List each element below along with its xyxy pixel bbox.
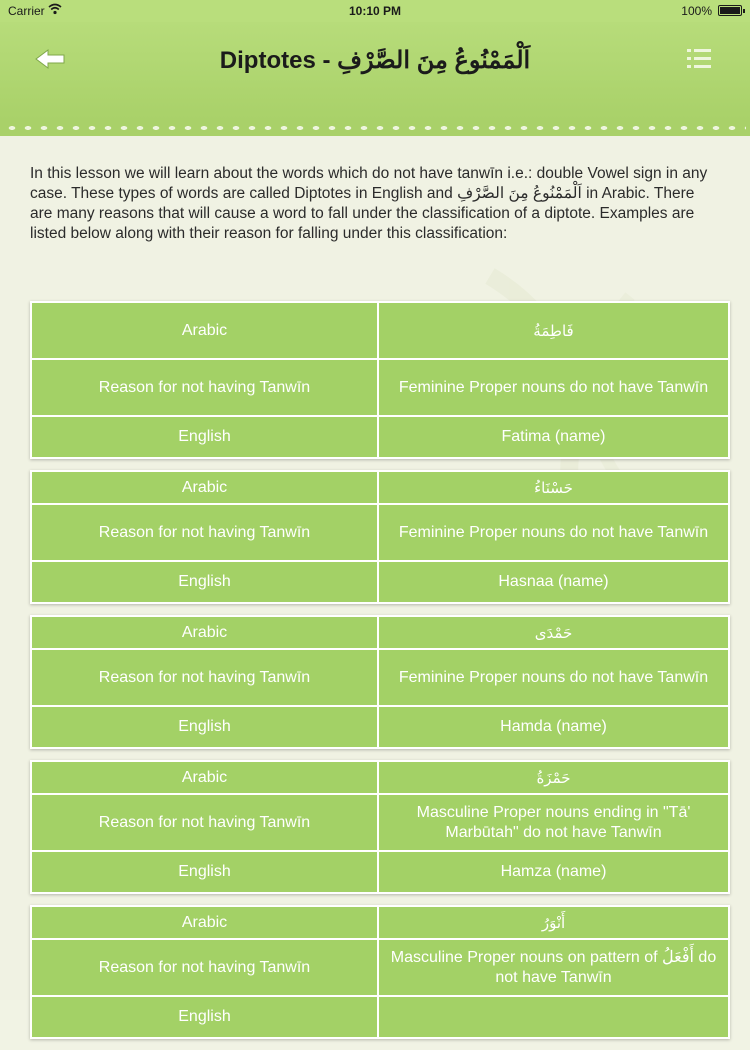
back-button[interactable]: [30, 44, 70, 74]
english-name: Hasnaa (name): [379, 562, 728, 602]
reason-row: [32, 360, 728, 417]
reason-row: [32, 795, 728, 852]
status-bar: [0, 0, 750, 22]
battery-icon: [718, 5, 742, 16]
example-table: [30, 470, 730, 604]
list-menu-icon: [684, 44, 714, 74]
lesson-content[interactable]: [0, 136, 750, 1025]
examples-list: [30, 301, 730, 1050]
arabic-row: [32, 472, 728, 505]
english-row: [32, 997, 728, 1037]
row-label: Reason for not having Tanwīn: [32, 940, 379, 995]
arabic-word: فَاطِمَةُ: [379, 303, 728, 358]
row-label: English: [32, 707, 379, 747]
example-table: [30, 301, 730, 459]
lesson-intro: In this lesson we will learn about the words which do not have tanwīn i.e.: double Vowel sign in any case. These types of words are called Diptotes in English and اَلْمَمْنُوعُ مِنَ الصَّرْفِ in Arabic. There are many reasons that will cause a word to fall under the classification of a diptote. Examples are listed below along with their reason for falling under this classification:: [30, 165, 708, 242]
arabic-word: أَنْوَرُ: [379, 907, 728, 938]
arabic-word: حَمْزَةُ: [379, 762, 728, 793]
reason-row: [32, 650, 728, 707]
clock: 10:10 PM: [348, 4, 402, 18]
stitch-divider: [0, 120, 750, 136]
example-table: [30, 905, 730, 1039]
row-label: Arabic: [32, 617, 379, 648]
example-table: [30, 615, 730, 749]
row-label: Reason for not having Tanwīn: [32, 795, 379, 850]
english-row: [32, 417, 728, 457]
english-name: Fatima (name): [379, 417, 728, 457]
row-label: English: [32, 562, 379, 602]
row-label: English: [32, 852, 379, 892]
row-label: Arabic: [32, 762, 379, 793]
row-label: Reason for not having Tanwīn: [32, 505, 379, 560]
reason-text: Masculine Proper nouns on pattern of أَفْعَلُ do not have Tanwīn: [379, 940, 728, 995]
arabic-word: حَسْنَاءُ: [379, 472, 728, 503]
row-label: Reason for not having Tanwīn: [32, 650, 379, 705]
reason-text: Feminine Proper nouns do not have Tanwīn: [379, 505, 728, 560]
english-row: [32, 562, 728, 602]
english-row: [32, 852, 728, 892]
reason-text: Feminine Proper nouns do not have Tanwīn: [379, 360, 728, 415]
menu-button[interactable]: [684, 44, 714, 74]
arabic-row: [32, 907, 728, 940]
row-label: Arabic: [32, 907, 379, 938]
english-name: Hamza (name): [379, 852, 728, 892]
battery-percent: 100%: [681, 4, 712, 18]
english-name: [379, 997, 728, 1037]
arabic-word: حَمْدَى: [379, 617, 728, 648]
english-row: [32, 707, 728, 747]
reason-row: [32, 940, 728, 997]
example-table: [30, 760, 730, 894]
reason-text: Feminine Proper nouns do not have Tanwīn: [379, 650, 728, 705]
row-label: English: [32, 997, 379, 1037]
carrier-label: Carrier: [8, 4, 45, 18]
row-label: Arabic: [32, 472, 379, 503]
page-title: Diptotes - اَلْمَمْنُوعُ مِنَ الصَّرْفِ: [219, 47, 531, 74]
row-label: Arabic: [32, 303, 379, 358]
reason-row: [32, 505, 728, 562]
back-arrow-icon: [30, 44, 70, 74]
row-label: Reason for not having Tanwīn: [32, 360, 379, 415]
row-label: English: [32, 417, 379, 457]
reason-text: Masculine Proper nouns ending in "Tā' Marbūtah" do not have Tanwīn: [379, 795, 728, 850]
english-name: Hamda (name): [379, 707, 728, 747]
arabic-row: [32, 762, 728, 795]
nav-header: [0, 22, 750, 120]
arabic-row: [32, 303, 728, 360]
arabic-row: [32, 617, 728, 650]
